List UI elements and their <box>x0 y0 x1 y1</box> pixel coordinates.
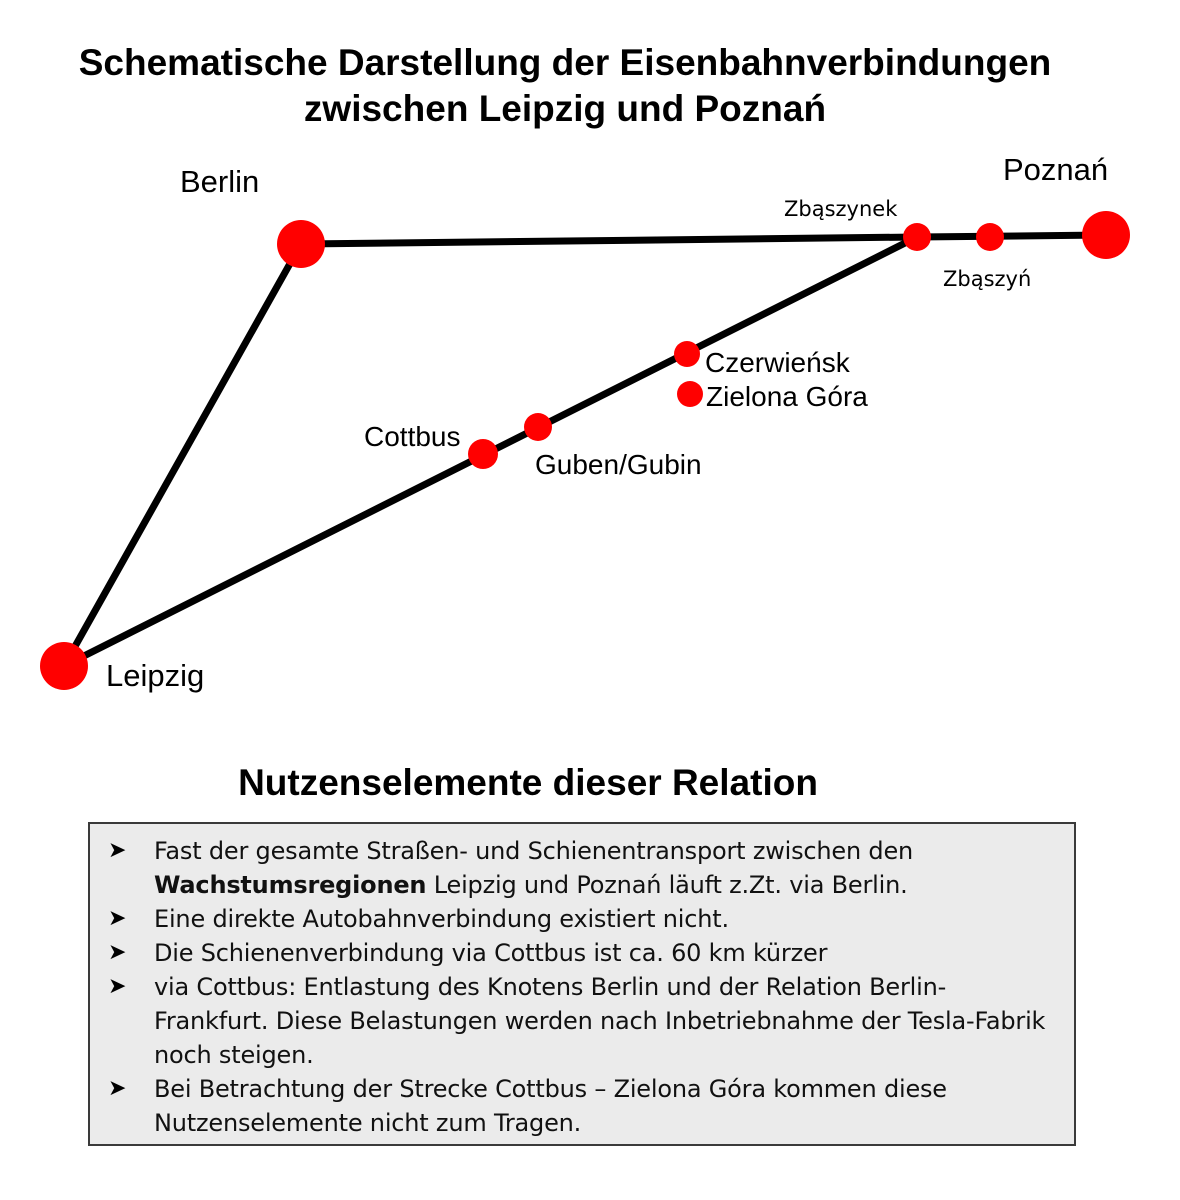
list-item <box>108 902 1046 936</box>
label-berlin: Berlin <box>180 164 260 199</box>
item-text: Bei Betrachtung der Strecke Cottbus – Zielona Góra kommen diese Nutzenselemente nicht zum Tragen. <box>154 1075 947 1137</box>
station-zbaszyn <box>976 223 1004 251</box>
item-text: Die Schienenverbindung via Cottbus ist ca. 60 km kürzer <box>154 939 828 967</box>
station-berlin <box>277 220 325 268</box>
item-text-bold: Wachstumsregionen <box>154 871 427 899</box>
title-line-2: zwischen Leipzig und Poznań <box>303 88 827 129</box>
track-berlin-zbaszynek <box>301 237 917 244</box>
benefits-box <box>88 822 1076 1146</box>
list-item <box>108 834 1046 902</box>
station-cottbus <box>468 439 498 469</box>
item-text: Eine direkte Autobahnverbindung existiert nicht. <box>154 905 729 933</box>
station-czerwiensk <box>674 341 700 367</box>
label-zielona-gora: Zielona Góra <box>706 381 868 412</box>
list-item <box>108 936 1046 970</box>
label-cottbus: Cottbus <box>364 421 461 452</box>
label-zbaszyn: Zbąszyń <box>943 267 1032 291</box>
arrowhead-bullet-icon: ➤ <box>108 940 127 965</box>
station-leipzig <box>40 642 88 690</box>
benefits-list <box>108 834 1046 1140</box>
station-guben <box>524 413 552 441</box>
label-zbaszynek: Zbąszynek <box>784 197 898 221</box>
station-poznan <box>1082 211 1130 259</box>
label-guben: Guben/Gubin <box>535 449 702 480</box>
station-zielona-gora <box>677 381 703 407</box>
track-zbaszynek-poznan <box>917 235 1106 237</box>
label-czerwiensk: Czerwieńsk <box>705 347 850 378</box>
station-zbaszynek <box>903 223 931 251</box>
list-item <box>108 1072 1046 1140</box>
label-poznan: Poznań <box>1003 152 1109 187</box>
title-line-1: Schematische Darstellung der Eisenbahnverbindungen <box>78 42 1052 83</box>
item-text-post: Leipzig und Poznań läuft z.Zt. via Berlin. <box>426 871 908 899</box>
item-text: via Cottbus: Entlastung des Knotens Berlin und der Relation Berlin-Frankfurt. Diese Belastungen werden nach Inbetriebnahme der Tesla-Fabrik noch steigen. <box>154 973 1046 1069</box>
item-text-pre: Fast der gesamte Straßen- und Schienentransport zwischen den <box>154 837 914 865</box>
label-leipzig: Leipzig <box>106 658 205 693</box>
section-heading: Nutzenselemente dieser Relation <box>238 762 818 803</box>
list-item <box>108 970 1046 1072</box>
arrowhead-bullet-icon: ➤ <box>108 906 127 931</box>
arrowhead-bullet-icon: ➤ <box>108 1076 127 1101</box>
arrowhead-bullet-icon: ➤ <box>108 974 127 999</box>
arrowhead-bullet-icon: ➤ <box>108 838 127 863</box>
